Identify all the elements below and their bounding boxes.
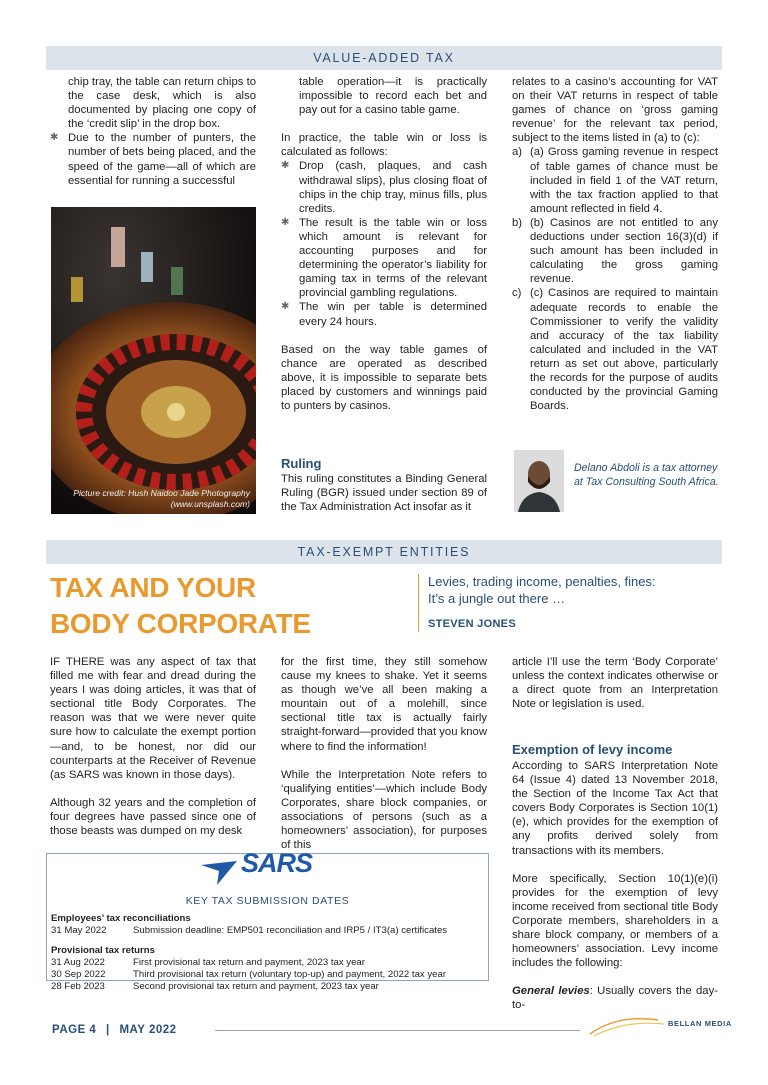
group-heading: Provisional tax returns: [51, 945, 155, 956]
vat-column-3: [512, 75, 718, 413]
byline: STEVEN JONES: [428, 618, 516, 630]
article-column-3: [512, 655, 718, 711]
article-column-3-cont: [512, 759, 718, 1013]
date-row: 30 Sep 2022 Third provisional tax return (voluntary top-up) and payment, 2022 tax year: [51, 969, 447, 980]
roulette-wheel-illustration: [51, 207, 256, 514]
body-paragraph: Although 32 years and the completion of four degrees have passed since one of those beasts was dumped on my desk: [50, 796, 256, 838]
sars-logo-mark-icon: [199, 859, 239, 887]
person-icon: [514, 450, 564, 512]
sars-box-title: KEY TAX SUBMISSION DATES: [185, 895, 350, 907]
casino-roulette-photo: [51, 207, 256, 514]
body-paragraph: More specifically, Section 10(1)(e)(i) provides for the exemption of levy income received from sectional title Body Corporate members, shareholders in a share block company, or members of a homeowners’ association. Levy income includes the following:: [512, 872, 718, 970]
author-bio: Delano Abdoli is a tax attorney at Tax Consulting South Africa.: [574, 462, 719, 488]
section-label-tax-exempt: TAX-EXEMPT ENTITIES: [46, 540, 722, 564]
vat-column-2: [281, 75, 487, 413]
bullet-item: ✱ The result is the table win or loss which amount is relevant for accounting purposes and for determining the operator’s liability for gaming tax in terms of the relevant provincial gambling regulations.: [281, 216, 487, 300]
body-paragraph: General levies: Usually covers the day-to-: [512, 985, 719, 1012]
list-item: c) (c) Casinos are required to maintain adequate records to enable the Commissioner to verify the validity and accuracy of the tax liability calculated and included in the VAT return as set out above, particularly the records for the purpose of audits conducted by the provincial Gaming Boards.: [512, 287, 718, 413]
list-item: b) (b) Casinos are not entitled to any deductions under section 16(3)(d) if such amount has been included in calculating the gross gaming revenue.: [512, 216, 718, 286]
ruling-heading: Ruling: [281, 456, 322, 471]
swoosh-icon: [588, 1012, 668, 1038]
page-number: PAGE 4: [52, 1024, 97, 1036]
article-headline: TAX AND YOUR BODY CORPORATE: [50, 572, 311, 639]
photo-credit: Picture credit: Hush Naidoo Jade Photography (www.unsplash.com): [73, 488, 250, 509]
footer-separator: |: [106, 1024, 110, 1036]
sars-key-dates-box: [46, 848, 489, 992]
list-item: a) (a) Gross gaming revenue in respect of table games of chance must be included in field 1 of the VAT return, with the tax fraction applied to that amount reflected in field 4.: [512, 146, 718, 215]
date-row: 31 May 2022 Submission deadline: EMP501 reconciliation and IRP5 / IT3(a) certificates: [51, 925, 448, 936]
body-paragraph: While the Interpretation Note refers to ‘qualifying entities’—which include Body Corporates, share block companies, or associations of persons (such as a homeowners’ association), for purposes of this: [281, 768, 487, 852]
group-heading: Employees’ tax reconciliations: [51, 913, 191, 924]
body-paragraph: relates to a casino’s accounting for VAT on their VAT returns in respect of table games of chance on ‘gross gaming revenue’ for the relevant tax period, subject to the items listed in (a) to (c):: [512, 76, 718, 145]
bullet-item: ✱ Due to the number of punters, the number of bets being placed, and the speed of the game—all of which are essential for running a successful: [50, 132, 256, 187]
bullet-icon: ✱: [281, 216, 290, 228]
vat-column-1: [50, 75, 256, 188]
body-paragraph: Based on the way table games of chance are operated as described above, it is impossible to separate bets placed by customers and winnings paid to punters by casinos.: [281, 343, 487, 412]
body-paragraph: chip tray, the table can return chips to the case desk, which is also documented by placing one copy of the ‘credit slip’ in the drop box.: [68, 76, 256, 131]
article-column-1: [50, 655, 256, 838]
footer-rule: [215, 1030, 580, 1031]
body-paragraph: According to SARS Interpretation Note 64 (Issue 4) dated 13 November 2018, the Section of the Income Tax Act that covers Body Corporates is Section 10(1)(e), which provides for the exemption of any profits derived solely from transactions with its members.: [512, 760, 718, 857]
date-row: 28 Feb 2023 Second provisional tax return and payment, 2023 tax year: [51, 981, 379, 992]
bullet-icon: ✱: [281, 160, 290, 172]
date-row: 31 Aug 2022 First provisional tax return and payment, 2023 tax year: [51, 957, 365, 968]
bullet-icon: ✱: [50, 132, 59, 144]
sars-logo: SARS: [199, 859, 339, 889]
author-headshot: [514, 450, 564, 512]
issue-date: MAY 2022: [119, 1024, 177, 1036]
bellan-media-logo: BELLAN MEDIA: [588, 1012, 722, 1038]
levy-exemption-heading: Exemption of levy income: [512, 742, 673, 757]
bullet-icon: ✱: [281, 301, 290, 313]
body-paragraph: In practice, the table win or loss is calculated as follows:: [281, 132, 487, 159]
bullet-item: ✱ Drop (cash, plaques, and cash withdrawal slips), plus closing float of chips in the chip tray, minus fills, plus credits.: [281, 160, 487, 215]
sars-dates-list: [51, 913, 485, 993]
body-paragraph: for the first time, they still somehow cause my knees to shake. Yet it seems as though we’ve all been making a mountain out of a molehill, since sectional title tax is actually fairly straight-forward—provided that you know where to find the information!: [281, 656, 487, 753]
bullet-item: ✱ The win per table is determined every 24 hours.: [281, 301, 487, 328]
deck-divider: [418, 574, 419, 632]
page-footer: [52, 1024, 177, 1036]
body-paragraph: article I’ll use the term ‘Body Corporate’ unless the context indicates otherwise or a direct quote from an Interpretation Note or legislation is used.: [512, 656, 718, 711]
body-paragraph: table operation—it is practically impossible to record each bet and pay out for a casino table game.: [299, 76, 487, 117]
section-label-vat: VALUE-ADDED TAX: [46, 46, 722, 70]
ruling-text: This ruling constitutes a Binding General Ruling (BGR) issued under section 89 of the Tax Administration Act insofar as it: [281, 473, 487, 514]
body-paragraph: IF THERE was any aspect of tax that filled me with fear and dread during the years I was doing articles, it was that of sectional title Body Corporates. The reason was that we were never quite sure how to calculate the exempt portion—and, to be honest, nor did our counterparts at the Receiver of Revenue (as SARS was known in those days).: [50, 656, 256, 781]
article-deck: Levies, trading income, penalties, fines: It’s a jungle out there …: [428, 574, 656, 606]
article-column-2: [281, 655, 487, 852]
